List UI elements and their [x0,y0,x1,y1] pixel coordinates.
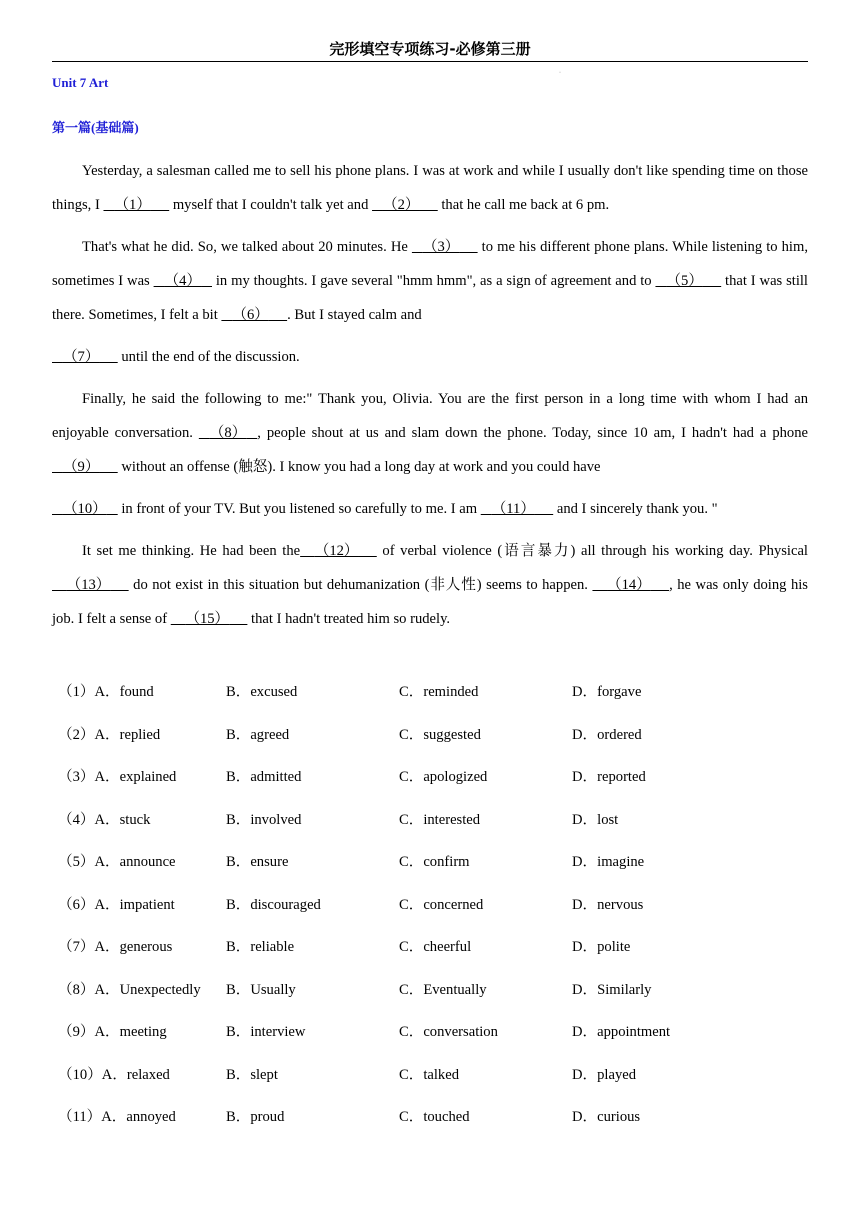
text: myself that I couldn't talk yet and [169,197,373,213]
option-d[interactable]: D．lost [572,811,619,828]
option-row-4 [58,808,808,851]
option-b[interactable]: B．proud [226,1109,285,1125]
text: that he call me back at 6 pm. [437,197,610,213]
option-b[interactable]: B．excused [226,684,298,700]
text: without an offense (触怒). I know you had a long day at work and you could have [117,459,601,475]
option-d[interactable]: D．polite [572,939,631,955]
option-row-8 [58,978,808,1021]
blank-1[interactable]: （1） [114,197,151,213]
blank-14[interactable]: （14） [607,577,651,593]
text: that I was still there. Sometimes, I felt a bit [52,273,808,323]
blank-15[interactable]: （15） [185,611,230,627]
header-divider [52,61,808,62]
text: , people shout at us and slam down the phone. Today, since 10 am, I hadn't had a phone [257,425,808,441]
decorative-dot: · [559,70,561,76]
option-d[interactable]: D．reported [572,769,646,785]
option-a[interactable]: （3）A．explained [58,769,177,785]
text: and I sincerely thank you. " [553,501,718,517]
passage [52,154,808,644]
text: . But I stayed calm and [287,307,422,323]
option-c[interactable]: C．reminded [399,684,479,700]
answer-options [58,680,808,1148]
option-c[interactable]: C．touched [399,1109,470,1125]
text: until the end of the discussion. [117,349,300,365]
blank-9[interactable]: （9） [62,459,100,475]
option-b[interactable]: B．ensure [226,854,289,870]
paragraph-3-continued [52,492,808,526]
blank-10[interactable]: （10） [62,501,107,517]
option-a[interactable]: （5）A．announce [58,854,176,870]
blank-3[interactable]: （3） [422,239,460,255]
option-a[interactable]: （4）A．stuck [58,811,151,828]
option-c[interactable]: C．Eventually [399,981,487,998]
option-b[interactable]: B．interview [226,1024,306,1040]
text: Finally, he said the following to me:" Thank you, Olivia. You are the first person in a long time with whom I had an enjoyable conversation. [52,391,808,441]
option-c[interactable]: C．talked [399,1066,459,1083]
text: It set me thinking. He had been the [82,543,301,559]
option-c[interactable]: C．cheerful [399,939,472,955]
option-row-10 [58,1063,808,1106]
blank-5[interactable]: （5） [666,273,703,289]
option-a[interactable]: （9）A．meeting [58,1024,167,1040]
option-row-7 [58,935,808,978]
option-a[interactable]: （6）A．impatient [58,896,175,913]
option-b[interactable]: B．Usually [226,981,296,998]
option-c[interactable]: C．concerned [399,896,484,913]
option-row-6 [58,893,808,936]
option-a[interactable]: （10）A．relaxed [58,1066,170,1083]
option-d[interactable]: D．imagine [572,854,645,870]
option-c[interactable]: C．confirm [399,854,470,870]
option-c[interactable]: C．apologized [399,769,488,785]
blank-7[interactable]: （7） [62,349,100,365]
unit-title: Unit 7 Art [52,75,109,90]
paragraph-3 [52,382,808,484]
option-row-3 [58,765,808,808]
text: of verbal violence (语言暴力) all through his working day. Physical [376,543,808,559]
blank-6[interactable]: （6） [232,307,269,323]
option-d[interactable]: D．Similarly [572,981,652,998]
section-title: 第一篇(基础篇) [52,120,139,135]
option-c[interactable]: C．conversation [399,1024,498,1040]
option-d[interactable]: D．played [572,1066,637,1083]
option-b[interactable]: B．reliable [226,939,295,955]
text: in front of your TV. But you listened so carefully to me. I am [117,501,481,517]
option-row-2 [58,723,808,766]
blank-12[interactable]: （12） [314,543,359,559]
text: in my thoughts. I gave several "hmm hmm", as a sign of agreement and to [212,273,656,289]
blank-8[interactable]: （8） [209,425,247,441]
text: That's what he did. So, we talked about 20 minutes. He [82,239,412,255]
paragraph-4 [52,534,808,636]
option-a[interactable]: （1）A．found [58,684,154,700]
text: to me his different phone plans. While listening to him, sometimes I was [52,239,808,289]
paragraph-1 [52,154,808,222]
page-header-title: 完形填空专项练习-必修第三册 [329,40,531,58]
option-b[interactable]: B．involved [226,811,302,828]
option-c[interactable]: C．interested [399,811,481,828]
option-row-9 [58,1020,808,1063]
blank-13[interactable]: （13） [66,577,111,593]
blank-11[interactable]: （11） [491,501,535,517]
blank-4[interactable]: （4） [164,273,202,289]
option-a[interactable]: （7）A．generous [58,939,173,955]
option-a[interactable]: （2）A．replied [58,726,161,743]
blank-2[interactable]: （2） [382,197,420,213]
option-d[interactable]: D．curious [572,1109,641,1125]
paragraph-2-continued [52,340,808,374]
option-a[interactable]: （11）A．annoyed [58,1109,176,1125]
option-b[interactable]: B．admitted [226,769,302,785]
text: Yesterday, a salesman called me to sell his phone plans. I was at work and while I usually don't like spending time on those things, I [52,163,808,213]
option-b[interactable]: B．slept [226,1066,278,1083]
option-row-11 [58,1105,808,1148]
option-d[interactable]: D．ordered [572,726,642,743]
option-b[interactable]: B．discouraged [226,896,321,913]
option-a[interactable]: （8）A．Unexpectedly [58,981,201,998]
option-b[interactable]: B．agreed [226,726,290,743]
option-d[interactable]: D．forgave [572,684,642,700]
option-d[interactable]: D．appointment [572,1024,671,1040]
paragraph-2 [52,230,808,332]
text: , he was only doing his job. I felt a sense of [52,577,808,627]
option-row-1 [58,680,808,723]
option-c[interactable]: C．suggested [399,726,481,743]
text: do not exist in this situation but dehumanization (非人性) seems to happen. [128,577,593,593]
option-d[interactable]: D．nervous [572,896,644,913]
option-row-5 [58,850,808,893]
text: that I hadn't treated him so rudely. [247,611,451,627]
